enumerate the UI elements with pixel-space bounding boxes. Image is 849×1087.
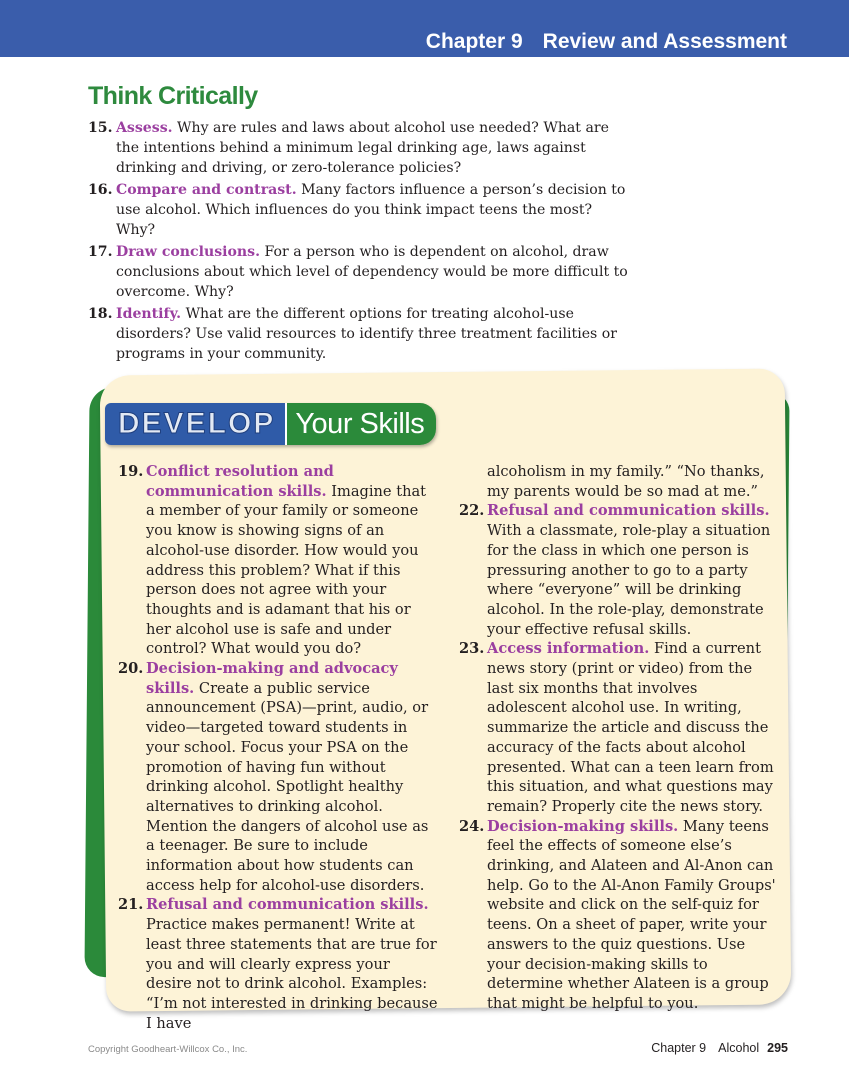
skill-item-19: [118, 462, 438, 659]
skill-item-20: [118, 659, 438, 895]
skill-number: 19.: [118, 463, 144, 480]
question-text: What are the different options for treating alcohol-use disorders? Use valid resources to identify three treatment facilities or programs in your community.: [116, 306, 617, 362]
skill-text: Create a public service announcement (PSA)—print, audio, or video—targeted toward students in your school. Focus your PSA on the promotion of having fun without drinking alcohol. Spotlight healthy alternatives to drinking alcohol. Mention the dangers of alcohol use as a teenager. Be sure to include information about how students can access help for alcohol-use disorders.: [146, 679, 429, 894]
header-chapter: Chapter 9: [425, 30, 523, 53]
skill-item-21: [118, 895, 438, 1033]
question-18: [88, 304, 628, 364]
skill-number: 24.: [459, 817, 485, 835]
chapter-header: [426, 30, 787, 54]
think-critically-heading: Think Critically: [88, 82, 258, 110]
banner-skills-text: Your Skills: [295, 407, 425, 440]
skill-item-24: [459, 817, 781, 1014]
skill-text-continued: alcoholism in my family.” “No thanks, my parents would be so mad at me.”: [487, 463, 765, 500]
skill-number: 22.: [459, 502, 485, 520]
question-number: 18.: [88, 306, 113, 322]
develop-right-column: [459, 462, 781, 1014]
question-17: [88, 242, 628, 302]
question-number: 15.: [88, 120, 113, 136]
develop-left-column: [118, 462, 438, 1033]
skill-text: Practice makes permanent! Write at least three statements that are true for you and will clearly express your desire not to drink alcohol. Examples: “I’m not interested in drinking because I have: [146, 916, 438, 1032]
question-lead: Draw conclusions.: [116, 244, 261, 260]
page-number: 295: [767, 1041, 788, 1055]
skill-lead: Refusal and communication skills.: [487, 502, 770, 520]
question-number: 17.: [88, 244, 113, 260]
skill-lead: Decision-making and advocacy skills.: [146, 660, 398, 697]
think-critically-list: [88, 118, 628, 366]
question-lead: Identify.: [116, 306, 182, 322]
skill-item-21-continued: [459, 462, 781, 501]
banner-skills-block: [285, 403, 436, 445]
question-lead: Compare and contrast.: [116, 182, 297, 198]
banner-develop-text: DEVELOP: [118, 407, 276, 440]
skill-item-22: [459, 501, 781, 639]
skill-text: Many teens feel the effects of someone else’s drinking, and Alateen and Al-Anon can help. Go to the Al-Anon Family Groups' website and click on the self-quiz for teens. On a sheet of paper, write your answers to the quiz questions. Use your decision-making skills to determine whether Alateen is a group that might be helpful to you.: [487, 817, 776, 1012]
question-lead: Assess.: [116, 120, 173, 136]
question-16: [88, 180, 628, 240]
question-number: 16.: [88, 182, 113, 198]
skill-number: 20.: [118, 660, 144, 678]
skill-lead: Access information.: [487, 640, 650, 658]
header-title: Review and Assessment: [542, 30, 787, 53]
skill-text: Imagine that a member of your family or someone you know is showing signs of an alcohol-use disorder. How would you address this problem? What if this person does not agree with your thoughts and is adamant that his or her alcohol use is safe and under control? What would you do?: [146, 482, 427, 658]
question-text: Why are rules and laws about alcohol use needed? What are the intentions behind a minimum legal drinking age, laws against drinking and driving, or zero-tolerance policies?: [116, 120, 609, 176]
skill-item-23: [459, 639, 781, 816]
skill-text: With a classmate, role-play a situation for the class in which one person is pressuring another to go to a party where “everyone” will be drinking alcohol. In the role-play, demonstrate your effective refusal skills.: [487, 522, 771, 638]
question-15: [88, 118, 628, 178]
banner-develop-block: [105, 403, 285, 445]
skill-text: Find a current news story (print or video) from the last six months that involves adolescent alcohol use. In writing, summarize the article and discuss the accuracy of the facts about alcohol presented. What can a teen learn from this situation, and what questions may remain? Properly cite the news story.: [487, 640, 774, 815]
question-text: Many factors influence a person’s decision to use alcohol. Which influences do you think impact teens the most? Why?: [116, 182, 626, 238]
footer-chapter: Chapter 9: [651, 1041, 707, 1055]
skill-lead: Conflict resolution and communication skills.: [146, 463, 334, 500]
question-text: For a person who is dependent on alcohol, draw conclusions about which level of dependency would be more difficult to overcome. Why?: [116, 244, 628, 300]
skill-number: 23.: [459, 640, 485, 658]
page-footer: [651, 1041, 788, 1055]
footer-topic: Alcohol: [718, 1041, 760, 1055]
skill-lead: Refusal and communication skills.: [146, 896, 429, 914]
develop-your-skills-banner: [105, 403, 436, 445]
skill-lead: Decision-making skills.: [487, 817, 679, 835]
copyright-notice: Copyright Goodheart-Willcox Co., Inc.: [88, 1044, 248, 1055]
skill-number: 21.: [118, 896, 144, 914]
